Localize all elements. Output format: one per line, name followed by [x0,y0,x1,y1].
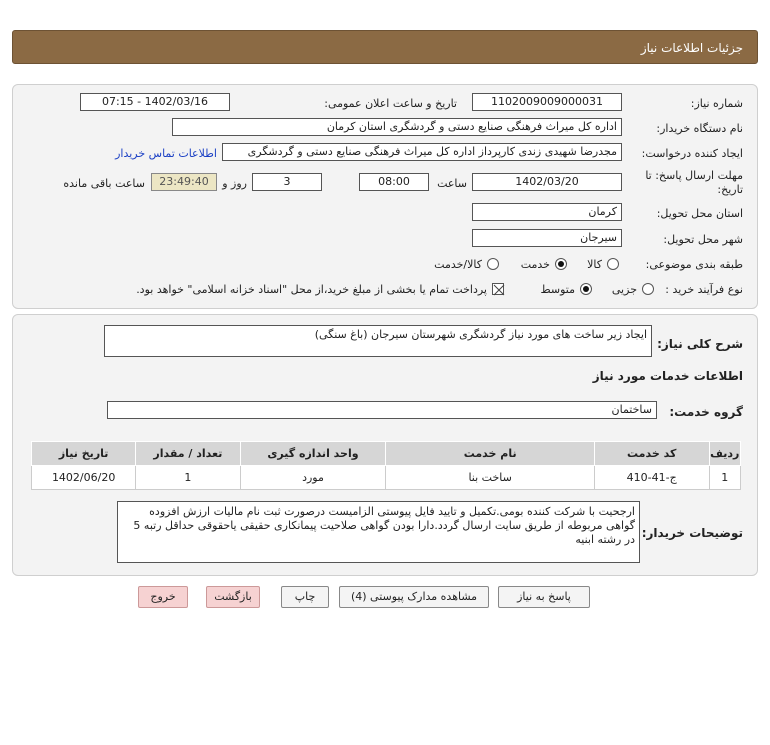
creator-field: مجدرضا شهیدی زندی کارپرداز اداره کل میراث فرهنگی صنایع دستی و گردشگری [222,143,622,161]
remaining-label: ساعت باقی مانده [63,177,145,190]
city-label: شهر محل تحویل: [663,233,743,246]
category-radio-goods[interactable] [607,258,619,270]
need-info-panel [12,84,758,309]
buyer-org-label: نام دستگاه خریدار: [656,122,743,135]
attachments-button[interactable]: مشاهده مدارک پیوستی (4) [339,586,489,608]
announce-field: 1402/03/16 - 07:15 [80,93,230,111]
province-field: کرمان [472,203,622,221]
col-code-header: کد خدمت [594,442,709,466]
buyer-notes-field: ارجحیت با شرکت کننده بومی.تکمیل و تایید فایل پیوستی الزامیست درصورت ثبت نام مالیات ارزش افزوده گواهی مربوطه از طریق سایت ارسال گردد.دارا بودن گواهی صلاحیت پیمانکاری حقیقی یاحقوقی حداقل رتبه 5 در رشته ابنیه [117,501,640,563]
col-name-header: نام خدمت [386,442,594,466]
cell-qty: 1 [136,466,240,490]
announce-label: تاریخ و ساعت اعلان عمومی: [324,97,457,110]
summary-field: ایجاد زیر ساخت های مورد نیاز گردشگری شهرستان سیرجان (باغ سنگی) [104,325,652,357]
category-option-goods-service: کالا/خدمت [434,258,482,271]
checkbox-cross-icon [493,284,505,296]
days-label: روز و [222,177,247,190]
deadline-time-field: 08:00 [359,173,429,191]
deadline-label: مهلت ارسال پاسخ: تا [645,169,743,182]
creator-label: ایجاد کننده درخواست: [641,147,743,160]
need-number-label: شماره نیاز: [690,97,743,110]
category-radio-service[interactable] [555,258,567,270]
exit-button[interactable]: خروج [138,586,188,608]
province-label: استان محل تحویل: [656,207,743,220]
deadline-date-field: 1402/03/20 [472,173,622,191]
buyer-notes-label: توضیحات خریدار: [641,526,743,540]
summary-label: شرح کلی نیاز: [657,337,743,351]
cell-code: ج-41-410 [594,466,709,490]
print-button[interactable]: چاپ [281,586,329,608]
col-unit-header: واحد اندازه گیری [240,442,386,466]
process-radio-minor[interactable] [642,283,654,295]
cell-date: 1402/06/20 [32,466,136,490]
city-field: سیرجان [472,229,622,247]
payment-note: پرداخت تمام یا بخشی از مبلغ خرید،از محل "اسناد خزانه اسلامی" خواهد بود. [136,283,487,296]
time-label: ساعت [437,177,467,190]
service-group-field: ساختمان [107,401,657,419]
cell-name: ساخت بنا [386,466,594,490]
col-date-header: تاریخ نیاز [32,442,136,466]
page-header [12,30,758,64]
table-row [32,466,741,490]
col-row-header: ردیف [709,442,740,466]
service-group-label: گروه خدمت: [669,405,743,419]
process-label: نوع فرآیند خرید : [665,283,743,296]
category-option-goods: کالا [587,258,602,271]
category-option-service: خدمت [520,258,550,271]
treasury-checkbox[interactable] [492,283,504,295]
reply-button[interactable]: پاسخ به نیاز [498,586,590,608]
col-qty-header: تعداد / مقدار [136,442,240,466]
deadline-label-date: تاریخ: [717,183,743,196]
cell-unit: مورد [240,466,386,490]
back-button[interactable]: بازگشت [206,586,260,608]
services-table [31,441,741,490]
category-radio-goods-service[interactable] [487,258,499,270]
need-number-field: 1102009009000031 [472,93,622,111]
buyer-contact-link[interactable]: اطلاعات تماس خریدار [115,147,217,160]
process-option-medium: متوسط [540,283,575,296]
category-label: طبقه بندی موضوعی: [645,258,743,271]
need-details-panel [12,314,758,576]
page-title: جزئیات اطلاعات نیاز [640,41,743,55]
process-option-minor: جزیی [611,283,637,296]
buyer-org-field: اداره کل میراث فرهنگی صنایع دستی و گردشگری استان کرمان [172,118,622,136]
process-radio-medium[interactable] [580,283,592,295]
cell-row: 1 [709,466,740,490]
table-header-row [32,442,741,466]
services-section-title: اطلاعات خدمات مورد نیاز [592,369,743,383]
days-field: 3 [252,173,322,191]
remaining-timer: 23:49:40 [151,173,217,191]
